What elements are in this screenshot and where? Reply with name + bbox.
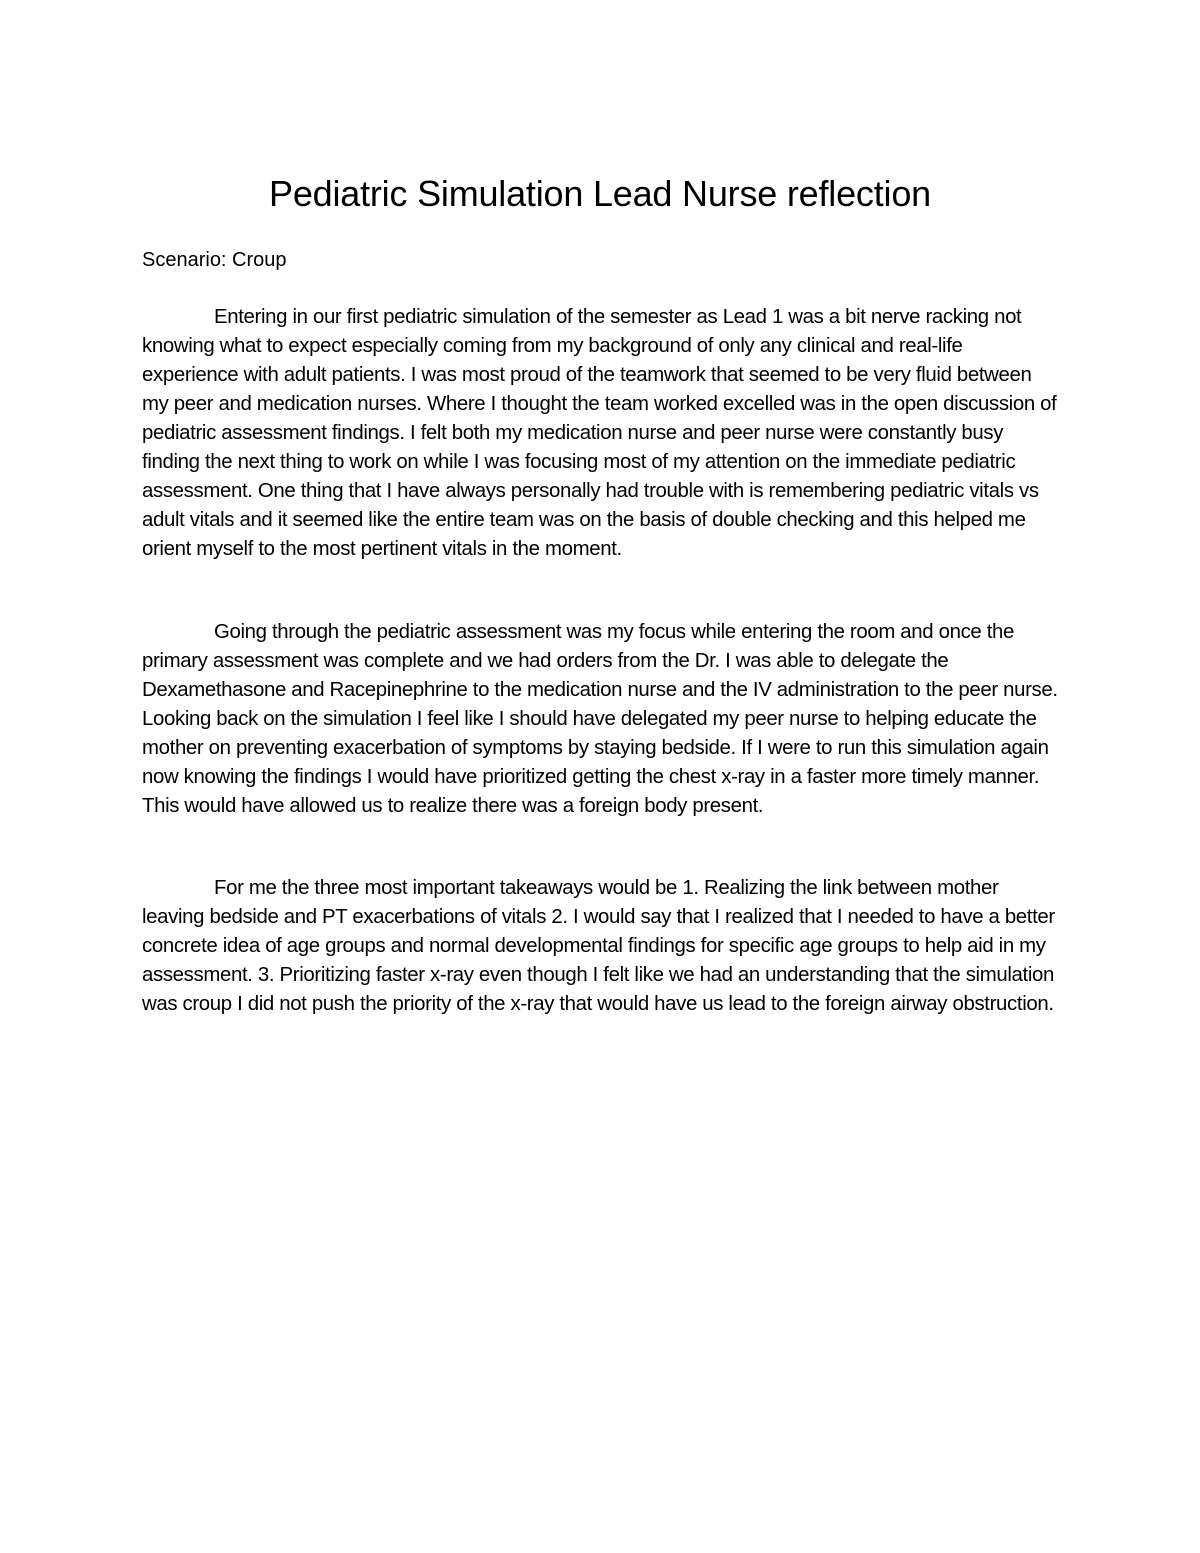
paragraph-2: Going through the pediatric assessment was my focus while entering the room and once the primary assessment was complete and we had orders from the Dr. I was able to delegate the Dexamethasone and Racepinephrine to the medication nurse and the IV administration to the peer nurse. Looking back on the simulation I feel like I should have delegated my peer nurse to helping educate the mother on preventing exacerbation of symptoms by staying bedside. If I were to run this simulation again now knowing the findings I would have prioritized getting the chest x-ray in a faster more timely manner. This would have allowed us to realize there was a foreign body present. [142, 621, 1058, 817]
paragraph-3: For me the three most important takeaways would be 1. Realizing the link between mother leaving bedside and PT exacerbations of vitals 2. I would say that I realized that I needed to have a better concrete idea of age groups and normal developmental findings for specific age groups to help aid in my assessment. 3. Prioritizing faster x-ray even though I felt like we had an understanding that the simulation was croup I did not push the priority of the x-ray that would have us lead to the foreign airway obstruction. [142, 877, 1055, 1015]
scenario-label: Scenario: Croup [142, 249, 287, 271]
document-title: Pediatric Simulation Lead Nurse reflection [269, 173, 931, 214]
paragraph-1: Entering in our first pediatric simulation of the semester as Lead 1 was a bit nerve racking not knowing what to expect especially coming from my background of only any clinical and real-life experience with adult patients. I was most proud of the teamwork that seemed to be very fluid between my peer and medication nurses. Where I thought the team worked excelled was in the open discussion of pediatric assessment findings. I felt both my medication nurse and peer nurse were constantly busy finding the next thing to work on while I was focusing most of my attention on the immediate pediatric assessment. One thing that I have always personally had trouble with is remembering pediatric vitals vs adult vitals and it seemed like the entire team was on the basis of double checking and this helped me orient myself to the most pertinent vitals in the moment. [142, 306, 1057, 560]
